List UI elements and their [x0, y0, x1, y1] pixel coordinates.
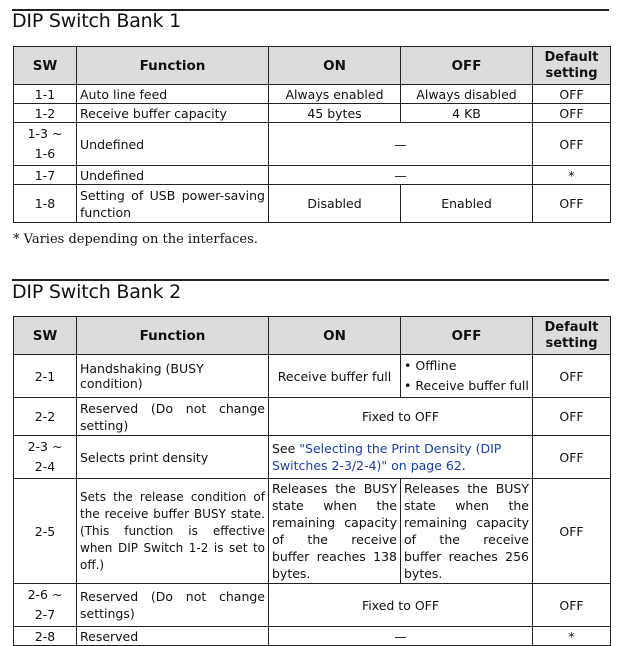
- default-cell: OFF: [533, 104, 611, 123]
- function-cell: Undefined: [77, 166, 269, 185]
- default-cell: *: [533, 166, 611, 185]
- on-cell: Disabled: [269, 185, 401, 223]
- merged-cell: Fixed to OFF: [269, 398, 533, 436]
- print-density-link[interactable]: "Selecting the Print Density (DIP Switches 2-3/2-4)" on page 62: [272, 441, 502, 473]
- sw-cell: [14, 123, 77, 166]
- sw-range-end: 2-7: [34, 607, 56, 622]
- default-cell: OFF: [533, 479, 611, 584]
- off-cell: Releases the BUSY state when the remaining capacity of the receive buffer reaches 256 bytes.: [401, 479, 533, 584]
- see-prefix: See: [272, 441, 300, 456]
- bank1-rule: [12, 9, 609, 11]
- sw-cell: 1-7: [14, 166, 77, 185]
- function-cell: Selects print density: [77, 436, 269, 479]
- col-header-sw: SW: [14, 317, 77, 355]
- function-cell: Setting of USB power-saving function: [77, 185, 269, 223]
- sw-cell: [14, 436, 77, 479]
- off-cell: 4 KB: [401, 104, 533, 123]
- function-cell: Auto line feed: [77, 85, 269, 104]
- sw-range-start: 2-3 ~: [27, 439, 63, 454]
- col-header-default: Default setting: [533, 317, 611, 355]
- sw-cell: 2-5: [14, 479, 77, 584]
- table-row: [14, 584, 611, 627]
- off-cell: Enabled: [401, 185, 533, 223]
- table-row: [14, 355, 611, 398]
- default-cell: OFF: [533, 85, 611, 104]
- bank2-table: [13, 316, 611, 646]
- function-cell: Receive buffer capacity: [77, 104, 269, 123]
- merged-cell: —: [269, 627, 533, 646]
- bank1-title: DIP Switch Bank 1: [12, 10, 182, 32]
- on-cell: Always enabled: [269, 85, 401, 104]
- sw-cell: 2-1: [14, 355, 77, 398]
- default-cell: OFF: [533, 584, 611, 627]
- table-row: [14, 104, 611, 123]
- col-header-default: Default setting: [533, 47, 611, 85]
- col-header-sw: SW: [14, 47, 77, 85]
- sw-range-end: 1-6: [34, 146, 56, 161]
- table-row: [14, 123, 611, 166]
- off-cell: [401, 355, 533, 398]
- see-suffix: .: [461, 458, 466, 473]
- function-cell: Handshaking (BUSY condition): [77, 355, 269, 398]
- bank2-title: DIP Switch Bank 2: [12, 281, 182, 303]
- function-cell: Undefined: [77, 123, 269, 166]
- table-row: [14, 185, 611, 223]
- function-cell: Reserved (Do not change settings): [77, 584, 269, 627]
- on-cell: Releases the BUSY state when the remaining capacity of the receive buffer reaches 138 bytes.: [269, 479, 401, 584]
- list-item: • Offline: [404, 356, 529, 376]
- sw-cell: 1-8: [14, 185, 77, 223]
- default-cell: OFF: [533, 398, 611, 436]
- function-cell: Reserved (Do not change setting): [77, 398, 269, 436]
- merged-cell: —: [269, 123, 533, 166]
- sw-cell: 2-8: [14, 627, 77, 646]
- default-cell: OFF: [533, 436, 611, 479]
- sw-range-start: 2-6 ~: [27, 587, 63, 602]
- function-cell: Sets the release condition of the receive buffer BUSY state. (This function is effective when DIP Switch 1-2 is set to off.): [77, 479, 269, 584]
- col-header-off: OFF: [401, 317, 533, 355]
- col-header-on: ON: [269, 317, 401, 355]
- default-cell: OFF: [533, 185, 611, 223]
- col-header-off: OFF: [401, 47, 533, 85]
- sw-range-end: 2-4: [34, 459, 56, 474]
- table-row: [14, 436, 611, 479]
- merged-cell: Fixed to OFF: [269, 584, 533, 627]
- bank1-table: [13, 46, 611, 223]
- bank1-footnote: * Varies depending on the interfaces.: [13, 232, 258, 247]
- table-row: [14, 479, 611, 584]
- list-item: • Receive buffer full: [404, 376, 529, 396]
- on-cell: 45 bytes: [269, 104, 401, 123]
- sw-range-start: 1-3 ~: [27, 126, 63, 141]
- table-row: [14, 627, 611, 646]
- col-header-function: Function: [77, 317, 269, 355]
- col-header-on: ON: [269, 47, 401, 85]
- table-row: [14, 85, 611, 104]
- sw-cell: 2-2: [14, 398, 77, 436]
- merged-cell: [269, 436, 533, 479]
- default-cell: OFF: [533, 123, 611, 166]
- off-cell: Always disabled: [401, 85, 533, 104]
- sw-cell: 1-2: [14, 104, 77, 123]
- function-cell: Reserved: [77, 627, 269, 646]
- on-cell: Receive buffer full: [269, 355, 401, 398]
- merged-cell: —: [269, 166, 533, 185]
- table-row: [14, 398, 611, 436]
- table-row: [14, 166, 611, 185]
- sw-cell: 1-1: [14, 85, 77, 104]
- default-cell: OFF: [533, 355, 611, 398]
- col-header-function: Function: [77, 47, 269, 85]
- sw-cell: [14, 584, 77, 627]
- default-cell: *: [533, 627, 611, 646]
